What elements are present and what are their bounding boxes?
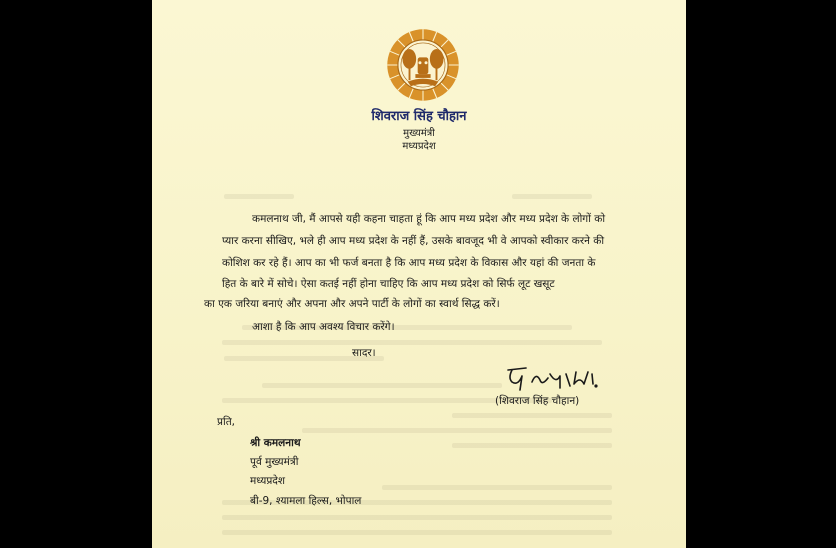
- sender-name: शिवराज सिंह चौहान: [371, 109, 467, 124]
- state-emblem-logo: [385, 27, 461, 103]
- recipient-name: श्री कमलनाथ: [250, 437, 301, 449]
- recipient-title: पूर्व मुख्यमंत्री: [250, 456, 299, 468]
- signature-name: (शिवराज सिंह चौहान): [495, 395, 580, 407]
- recipient-state: मध्यप्रदेश: [250, 475, 286, 487]
- body-line: कमलनाथ जी, मैं आपसे यही कहना चाहता हूं कि आप मध्य प्रदेश और मध्य प्रदेश के लोगों को: [252, 213, 606, 225]
- handwritten-signature: [504, 362, 604, 396]
- hope-line: आशा है कि आप अवश्य विचार करेंगे।: [252, 321, 395, 333]
- body-line: प्यार करना सीखिए, भले ही आप मध्य प्रदेश के नहीं हैं, उसके बावजूद भी वे आपको स्वीकार करने की: [222, 235, 605, 247]
- recipient-prefix: प्रति,: [217, 416, 236, 428]
- body-line: कोशिश कर रहे हैं। आप का भी फर्ज बनता है कि आप मध्य प्रदेश के विकास और यहां की जनता के: [222, 257, 596, 269]
- sender-state: मध्यप्रदेश: [402, 141, 436, 152]
- sender-designation: मुख्यमंत्री: [403, 128, 435, 139]
- body-line: का एक जरिया बनाएं और अपना और अपने पार्टी के लोगों का स्वार्थ सिद्ध करें।: [204, 298, 500, 310]
- letter-page: [152, 0, 686, 548]
- body-line: हित के बारे में सोचे। ऐसा कतई नहीं होना चाहिए कि आप मध्य प्रदेश को सिर्फ लूट खसूट: [222, 278, 555, 290]
- regards-line: सादर।: [352, 347, 376, 359]
- recipient-address: बी-9, श्यामला हिल्स, भोपाल: [250, 495, 362, 507]
